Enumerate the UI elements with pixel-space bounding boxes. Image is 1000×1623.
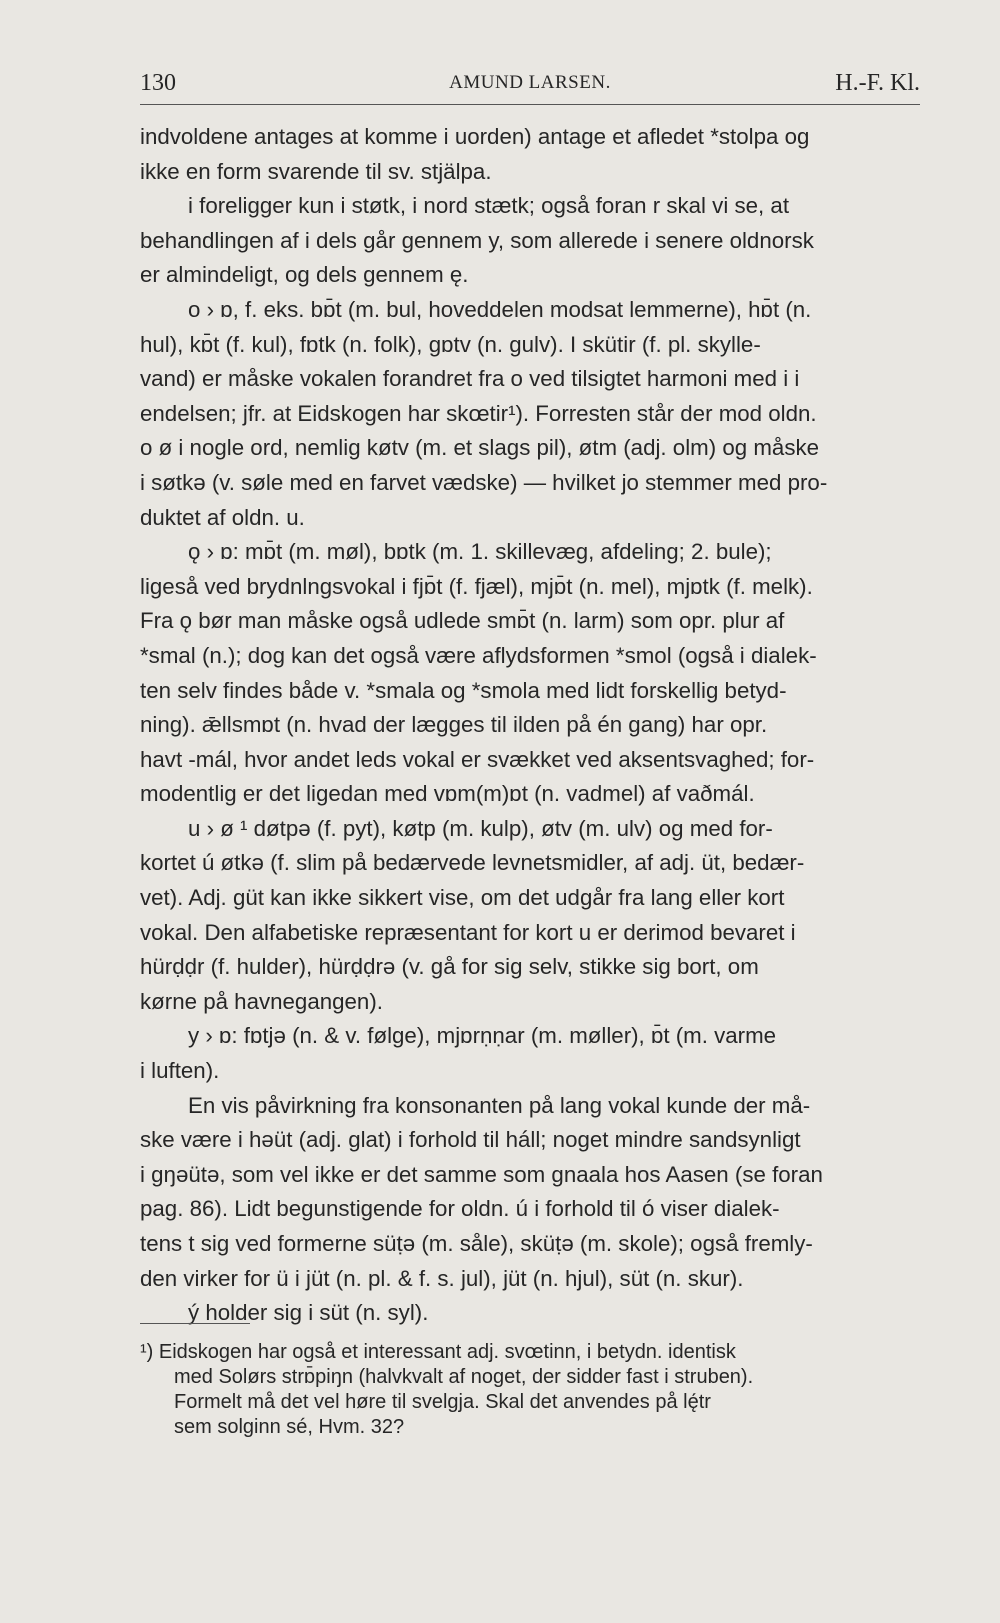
text-line: ten selv findes både v. *smala og *smola med lidt forskellig betyd- [140,677,787,703]
footnote [140,1340,920,1440]
text-line: hürḍḍr (f. hulder), hürḍḍrə (v. gå for sig selv, stikke sig bort, om [140,954,759,980]
footnote-line: med Solørs strɒ̄piŋn (halvkvalt af noget, der sidder fast i struben). [174,1366,754,1388]
text-line: kørne på havnegangen). [140,988,383,1014]
text-line: vet). Adj. güt kan ikke sikkert vise, om det udgår fra lang eller kort [140,885,785,911]
text-line: ý holder sig i süt (n. syl). [188,1300,429,1326]
text-line: behandlingen af i dels går gennem y, som allerede i senere oldnorsk [140,227,814,253]
footnote-line: ¹) Eidskogen har også et interessant adj. svœtinn, i betydn. identisk [140,1341,736,1363]
header-rule [140,104,920,105]
body-text [140,120,920,1331]
text-line: ikke en form svarende til sv. stjälpa. [140,158,492,184]
running-title: AMUND LARSEN. [449,72,611,93]
footnote-line: sem solginn sé, Hvm. 32? [174,1416,405,1438]
text-line: o ø i nogle ord, nemlig køtv (m. et slags pil), øtm (adj. olm) og måske [140,435,820,461]
text-line: En vis påvirkning fra konsonanten på lang vokal kunde der må- [188,1092,811,1118]
page-number: 130 [140,70,176,96]
text-line: o › ɒ, f. eks. bɒ̄t (m. bul, hoveddelen modsat lemmerne), hɒ̄t (n. [188,296,812,322]
page-header [140,62,920,102]
text-line: ning). ǣllsmɒt (n. hvad der lægges til ilden på én gang) har opr. [140,712,768,738]
footnote-line: Formelt må det vel høre til svelgja. Skal det anvendes på lę́tr [174,1391,711,1413]
section-label: H.-F. Kl. [835,70,920,96]
text-line: i foreligger kun i støtk, i nord stætk; også foran r skal vi se, at [188,193,790,219]
text-line: den virker for ü i jüt (n. pl. & f. s. jul), jüt (n. hjul), süt (n. skur). [140,1265,744,1291]
text-line: u › ø ¹ døtpə (f. pyt), køtp (m. kulp), øtv (m. ulv) og med for- [188,815,773,841]
text-line: vokal. Den alfabetiske repræsentant for kort u er derimod bevaret i [140,919,796,945]
text-line: pag. 86). Lidt begunstigende for oldn. ú i forhold til ó viser dialek- [140,1196,780,1222]
text-line: tens t sig ved formerne süṭə (m. såle), sküṭə (m. skole); også fremly- [140,1231,813,1256]
text-line: Fra ǫ bør man måske også udlede smɒ̄t (n. larm) som opr. plur af [140,608,785,634]
text-line: y › ɒ: fɒtjə (n. & v. følge), mjɒrṇṇar (m. møller), ɒ̄t (m. varme [188,1023,777,1049]
text-line: *smal (n.); dog kan det også være aflydsformen *smol (også i dialek- [140,642,817,668]
text-line: ligeså ved brydnlngsvokal i fjɒ̄t (f. fjæl), mjɒ̄t (n. mel), mjɒtk (f. melk). [140,573,813,599]
text-line: endelsen; jfr. at Eidskogen har skœtir¹). Forresten står der mod oldn. [140,400,817,426]
text-line: i luften). [140,1058,220,1084]
text-line: hul), kɒ̄t (f. kul), fɒtk (n. folk), gɒtv (n. gulv). I skütir (f. pl. skylle- [140,331,761,357]
text-line: ǫ › ɒ: mɒ̄t (m. møl), bɒtk (m. 1. skillevæg, afdeling; 2. bule); [188,539,772,565]
text-line: modentlig er det ligedan med vɒm(m)ɒt (n. vadmel) af vaðmál. [140,781,755,807]
footnote-rule [140,1323,250,1324]
text-line: er almindeligt, og dels gennem ę. [140,262,469,288]
text-line: i søtkə (v. søle med en farvet vædske) — hvilket jo stemmer med pro- [140,469,828,495]
text-line: vand) er måske vokalen forandret fra o ved tilsigtet harmoni med i i [140,366,800,392]
text-line: kortet ú øtkə (f. slim på bedærvede levnetsmidler, af adj. üt, bedær- [140,850,805,876]
text-line: havt -mál, hvor andet leds vokal er svækket ved aksentsvaghed; for- [140,746,815,772]
text-line: duktet af oldn. u. [140,504,305,530]
text-line: ske være i həüt (adj. glat) i forhold til háll; noget mindre sandsynligt [140,1127,801,1153]
text-line: i gŋəütə, som vel ikke er det samme som gnaala hos Aasen (se foran [140,1161,823,1187]
text-line: indvoldene antages at komme i uorden) antage et afledet *stolpa og [140,124,810,149]
